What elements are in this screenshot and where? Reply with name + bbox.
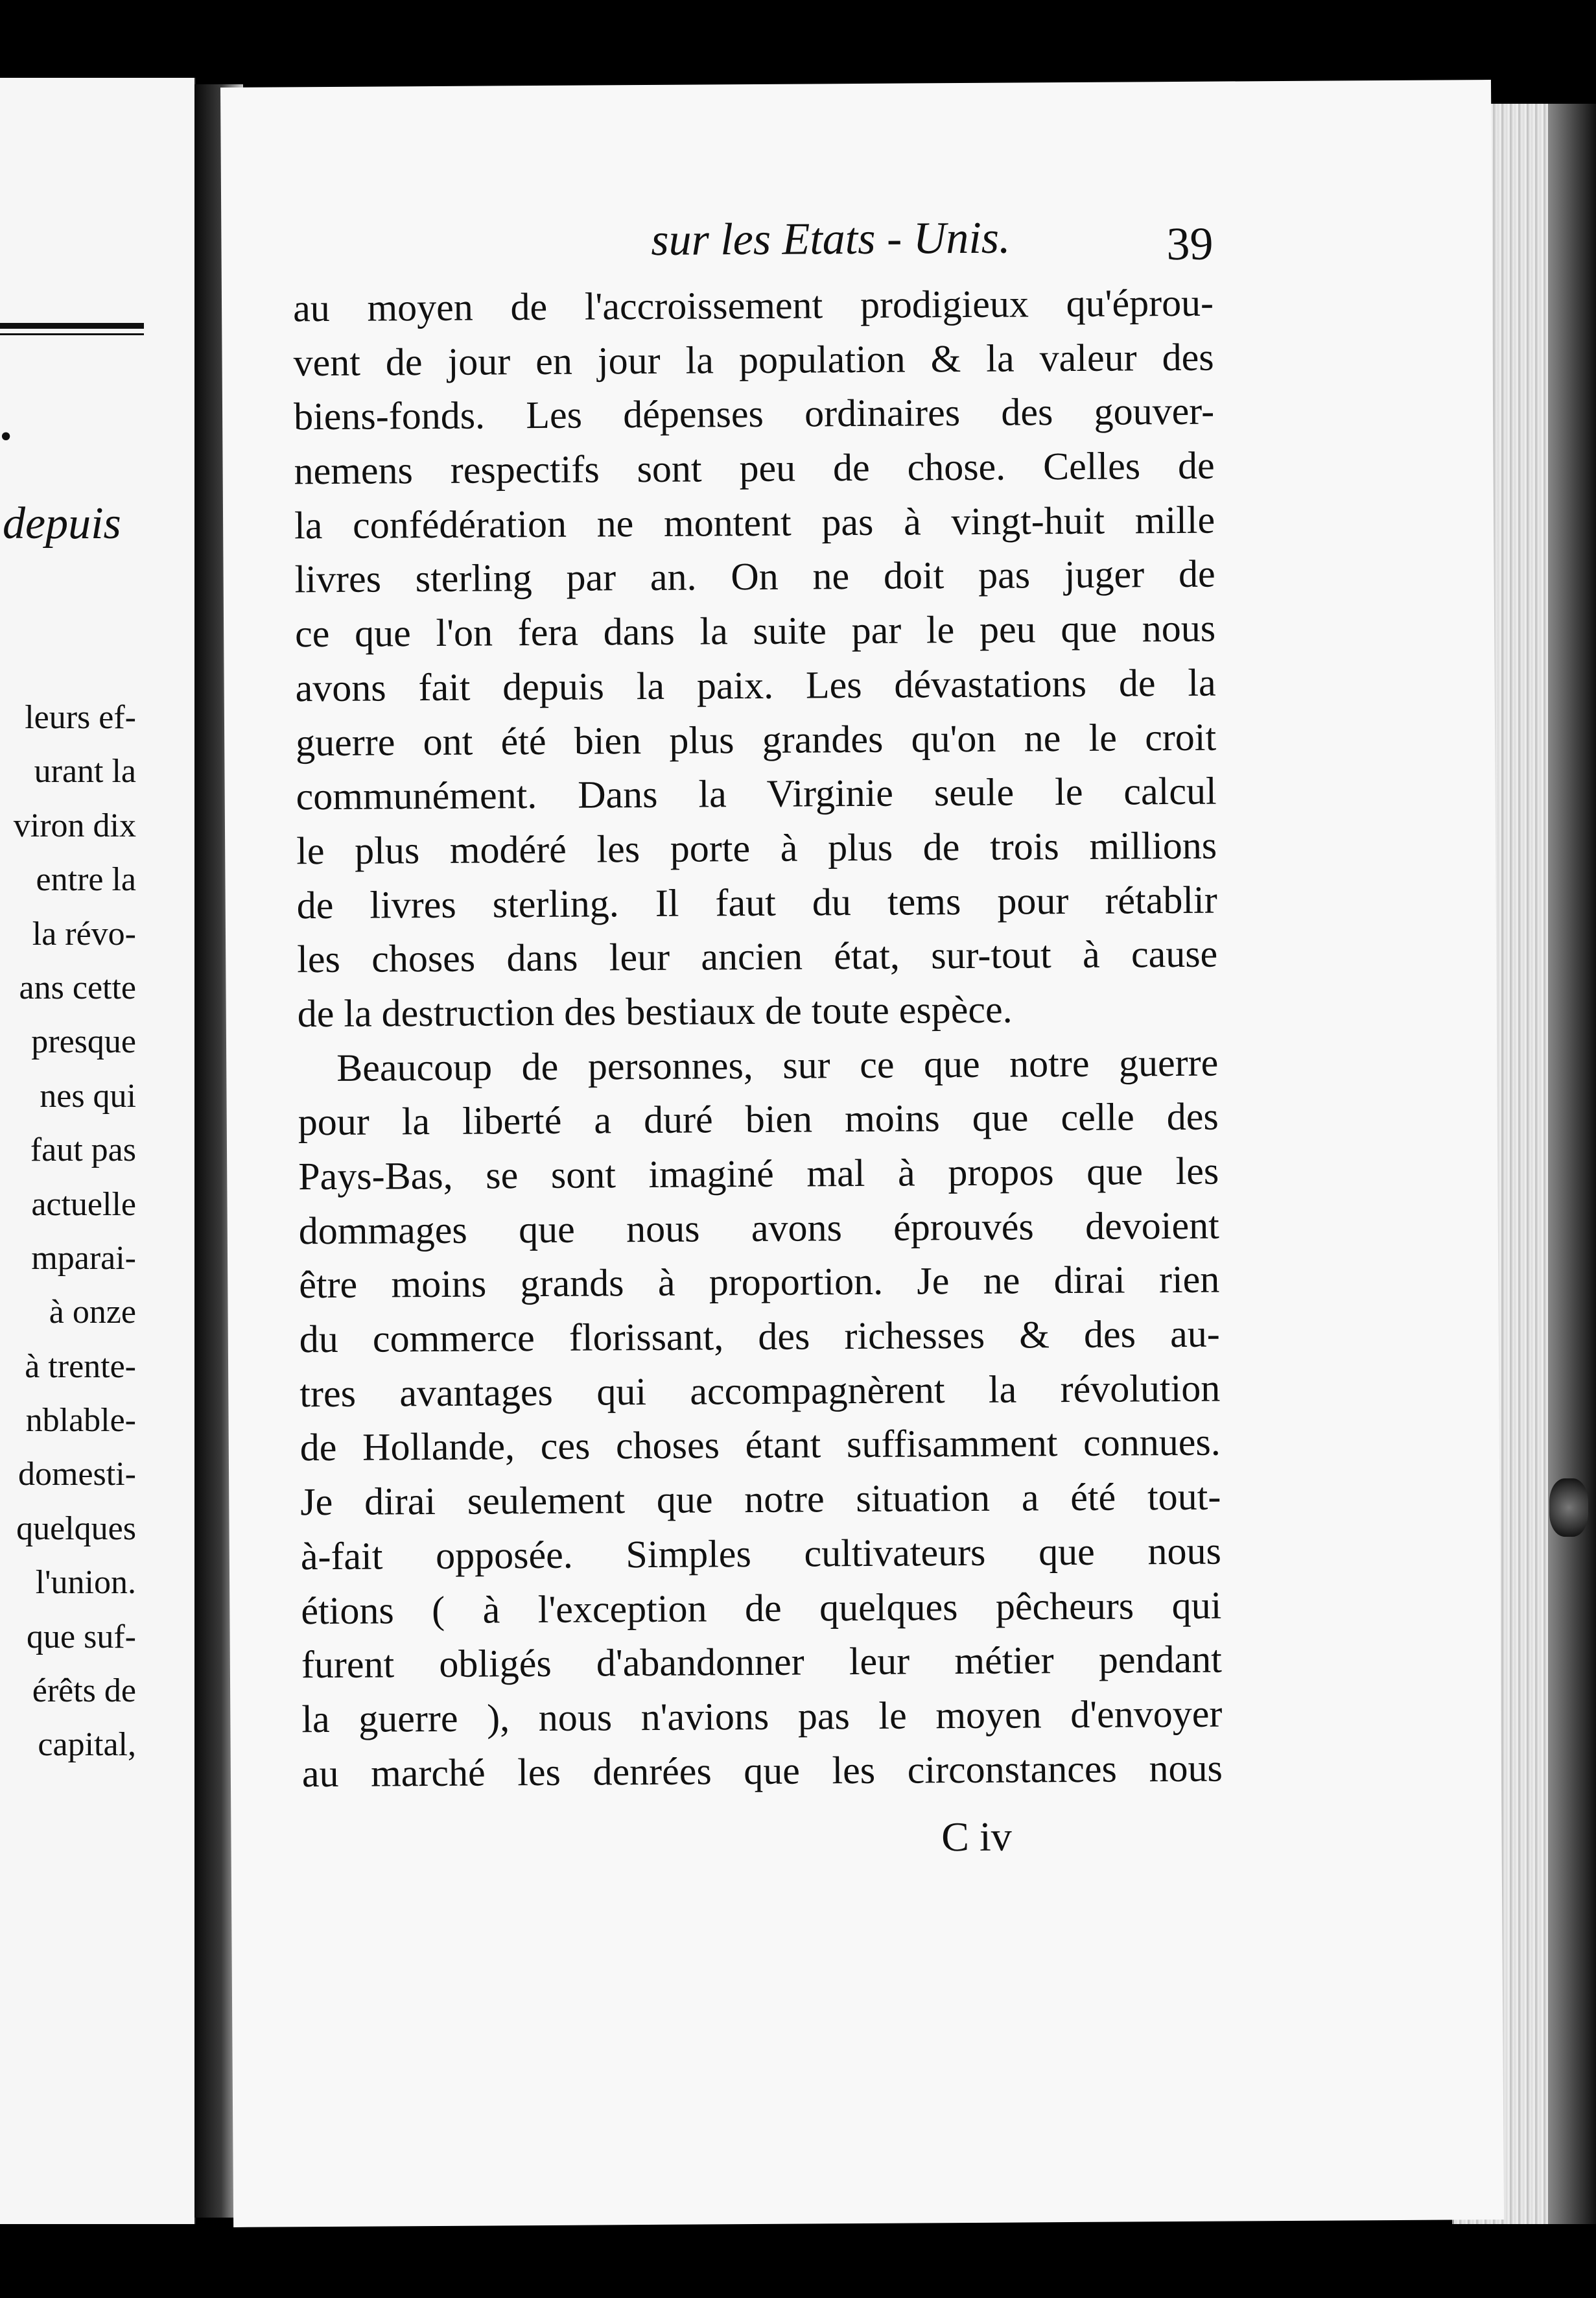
left-text-line: presque [31,1023,136,1061]
left-text-line: quelques [16,1510,136,1547]
page-edge-shadow [1548,104,1596,2224]
text-line: furent obligés d'abandonner leur métier pendant [301,1637,1223,1687]
text-line: le plus modéré les porte à plus de trois millions [296,823,1217,873]
text-line: tres avantages qui accompagnèrent la révolution [299,1366,1221,1416]
left-text-line: capital, [38,1726,136,1764]
text-line: nemens respectifs sont peu de chose. Celles de [294,444,1215,493]
left-text-line: à trente- [25,1347,136,1385]
left-text-line: ans cette [19,969,136,1006]
left-text-line: nes qui [40,1077,136,1115]
text-line: étions ( à l'exception de quelques pêcheurs qui [301,1583,1222,1632]
text-line: vent de jour en jour la population & la valeur des [293,335,1214,385]
left-text-line: érêts de [32,1672,136,1710]
text-line: Beaucoup de personnes, sur ce que notre guerre [336,1041,1219,1089]
text-line: à-fait opposée. Simples cultivateurs que nous [300,1529,1222,1578]
left-text-line: actuelle [31,1185,136,1223]
text-line: de la destruction des bestiaux de toute espèce. [297,988,1013,1036]
paragraph [293,276,1218,1041]
left-text-line: à onze [49,1294,136,1331]
text-line: la confédération ne montent pas à vingt-huit mille [294,498,1215,547]
text-line: biens-fonds. Les dépenses ordinaires des gouver- [293,390,1215,438]
text-line: la guerre ), nous n'avions pas le moyen d'envoyer [301,1692,1223,1741]
text-line: livres sterling par an. On ne doit pas juger de [294,552,1215,601]
text-line: Pays-Bas, se sont imaginé mal à propos que les [298,1149,1219,1198]
left-text-line: faut pas [30,1131,136,1169]
signature-mark: C iv [941,1813,1012,1860]
text-line: guerre ont été bien plus grandes qu'on ne le croit [295,715,1217,764]
text-line: de Hollande, ces choses étant suffisamment connues. [299,1421,1221,1469]
page-number: 39 [1166,217,1214,270]
left-text-line: nblable- [25,1402,136,1439]
left-page-heading: depuis [3,499,121,549]
body-text [293,276,1223,1801]
left-text-line: domesti- [18,1456,136,1493]
text-line: au moyen de l'accroissement prodigieux qu'éprou- [292,281,1214,330]
left-text-line: que suf- [27,1618,136,1655]
text-line: ce que l'on fera dans la suite par le peu que nous [294,606,1216,656]
left-page-text [0,691,136,1772]
text-line: les choses dans leur ancien état, sur-tout à cause [297,932,1218,981]
ornamental-rule-thin [0,333,144,335]
text-line: Je dirai seulement que notre situation a été tout- [300,1475,1221,1524]
left-text-line: leurs ef- [25,699,136,736]
text-line: au marché les denrées que les circonstances nous [301,1746,1223,1795]
left-text-line: la révo- [32,915,136,953]
left-page-mark: • [0,418,12,455]
left-text-line: entre la [36,861,136,899]
left-text-line: urant la [34,753,136,790]
left-text-line: viron dix [13,807,136,844]
text-line: être moins grands à proportion. Je ne dirai rien [299,1257,1220,1307]
right-page [220,80,1504,2227]
ornamental-rule [0,323,144,329]
text-line: du commerce florissant, des richesses & des au- [299,1312,1220,1361]
left-text-line: mparai- [31,1239,136,1277]
text-line: communément. Dans la Virginie seule le calcul [296,769,1217,818]
running-head: sur les Etats - Unis. [651,213,1011,265]
left-facing-page [0,78,196,2224]
left-text-line: l'union. [35,1564,136,1602]
text-line: pour la liberté a duré bien moins que celle des [298,1095,1219,1144]
text-line: avons fait depuis la paix. Les dévastations de la [295,661,1216,710]
text-line: de livres sterling. Il faut du tems pour rétablir [296,878,1217,927]
paragraph [298,1036,1223,1801]
edge-blot [1549,1478,1588,1537]
text-line: dommages que nous avons éprouvés devoient [298,1203,1219,1252]
